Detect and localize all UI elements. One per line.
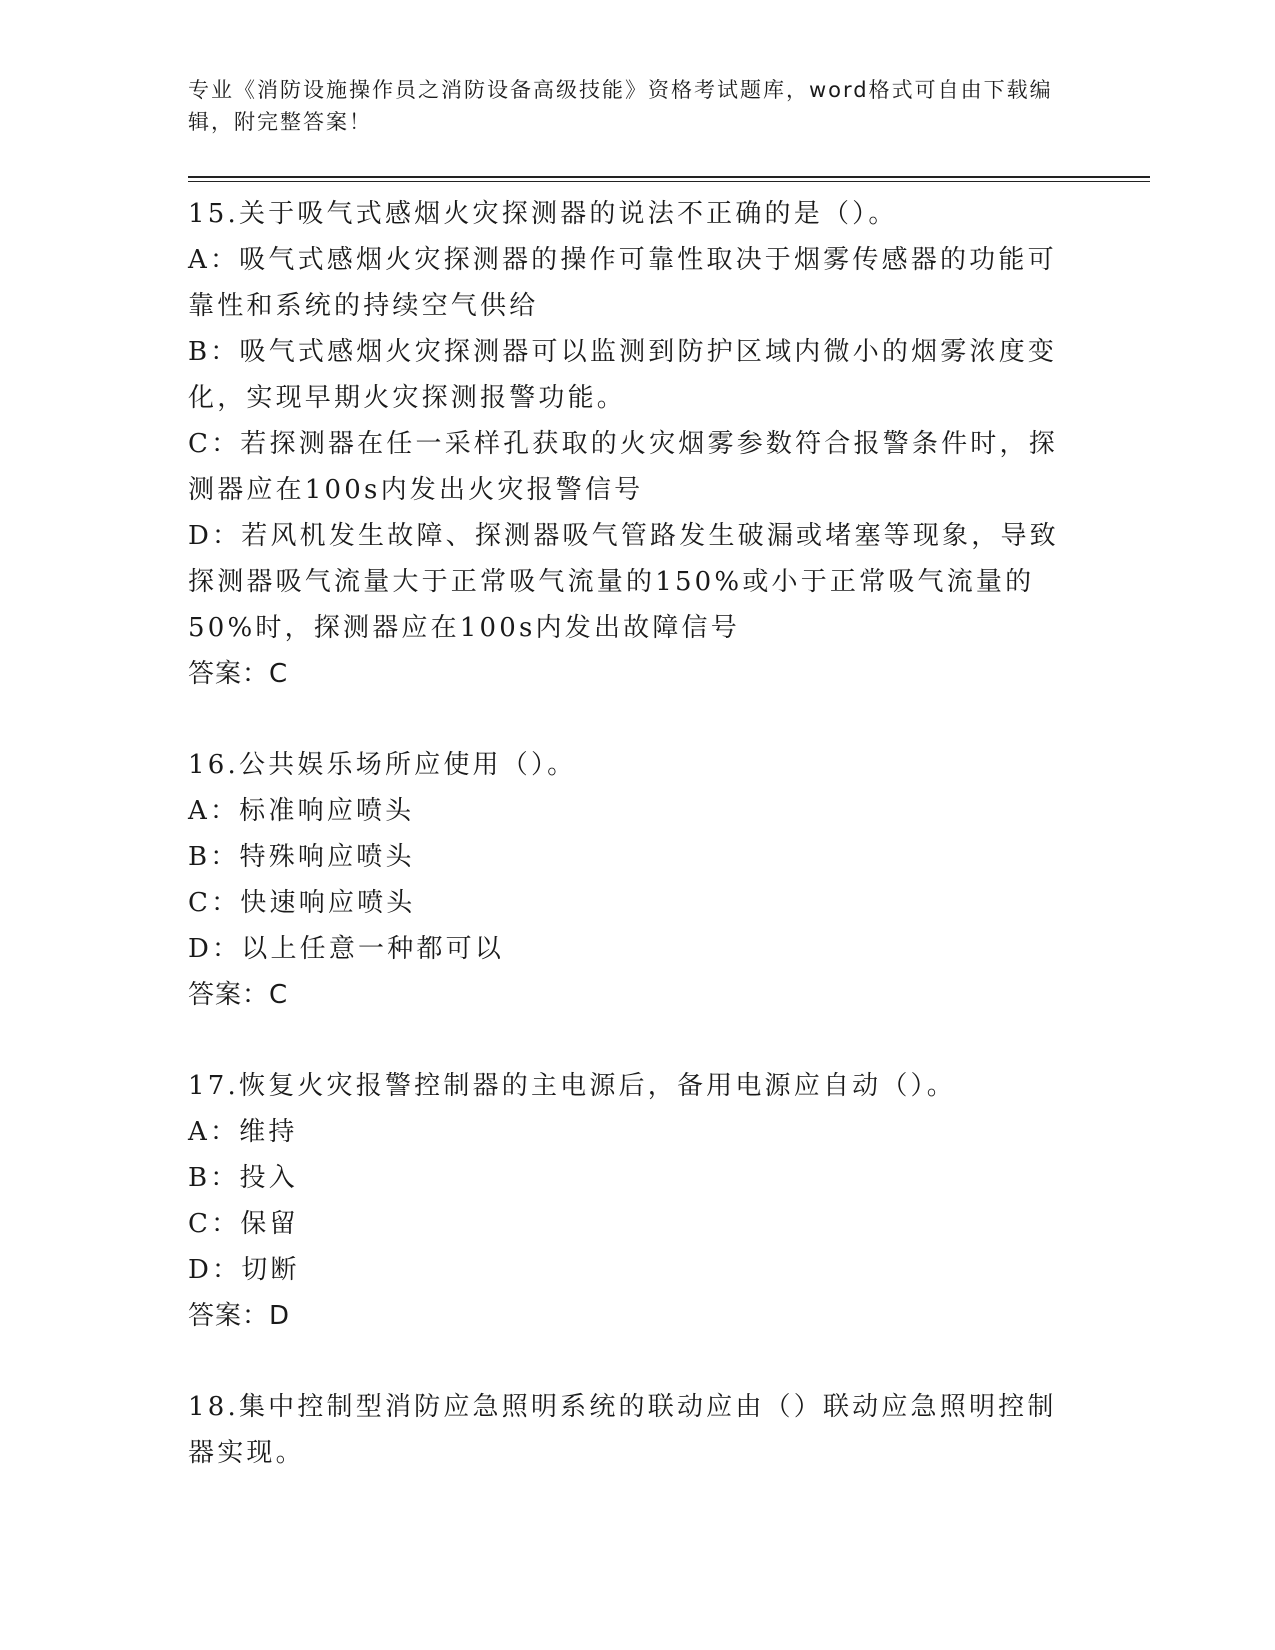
option-b: B：投入 (188, 1163, 298, 1193)
answer: 答案：D (188, 1301, 291, 1331)
question-list (188, 191, 1068, 1476)
option-c: C：快速响应喷头 (188, 888, 416, 918)
answer: 答案：C (188, 659, 289, 689)
question-15 (188, 191, 1068, 697)
answer: 答案：C (188, 980, 289, 1010)
option-c: C：保留 (188, 1209, 299, 1239)
option-a: A：维持 (188, 1117, 298, 1147)
document-header: 专业《消防设施操作员之消防设备高级技能》资格考试题库，word格式可自由下载编辑，附完整答案！ (188, 78, 1053, 134)
option-a-text: A：吸气式感烟火灾探测器的操作可靠性取决于烟雾传感器的功能可靠性和系统的持续空气供给 (188, 245, 1057, 321)
option-a: A：标准响应喷头 (188, 796, 415, 826)
option-c (188, 421, 1068, 513)
option-d: D：以上任意一种都可以 (188, 934, 505, 964)
option-c-text: C：若探测器在任一采样孔获取的火灾烟雾参数符合报警条件时，探测器应在100s内发出火灾报警信号 (188, 429, 1058, 505)
question-16 (188, 742, 1068, 1018)
spacer (188, 1018, 1068, 1063)
question-18 (188, 1384, 1068, 1476)
question-stem: 18.集中控制型消防应急照明系统的联动应由（）联动应急照明控制器实现。 (188, 1392, 1057, 1468)
option-d-text: D：若风机发生故障、探测器吸气管路发生破漏或堵塞等现象，导致探测器吸气流量大于正常吸气流量的150%或小于正常吸气流量的50%时，探测器应在100s内发出故障信号 (188, 521, 1059, 643)
spacer (188, 697, 1068, 742)
spacer (188, 1339, 1068, 1384)
question-stem: 16.公共娱乐场所应使用（）。 (188, 750, 577, 780)
header-divider-thick (188, 176, 1150, 178)
option-d (188, 513, 1068, 651)
option-b (188, 329, 1068, 421)
option-b-text: B：吸气式感烟火灾探测器可以监测到防护区域内微小的烟雾浓度变化，实现早期火灾探测报警功能。 (188, 337, 1058, 413)
option-a (188, 237, 1068, 329)
option-d: D：切断 (188, 1255, 300, 1285)
question-17 (188, 1063, 1068, 1339)
question-stem: 15.关于吸气式感烟火灾探测器的说法不正确的是（）。 (188, 199, 898, 229)
header-divider-thin (188, 181, 1150, 182)
option-b: B：特殊响应喷头 (188, 842, 415, 872)
question-stem: 17.恢复火灾报警控制器的主电源后，备用电源应自动（）。 (188, 1071, 956, 1101)
